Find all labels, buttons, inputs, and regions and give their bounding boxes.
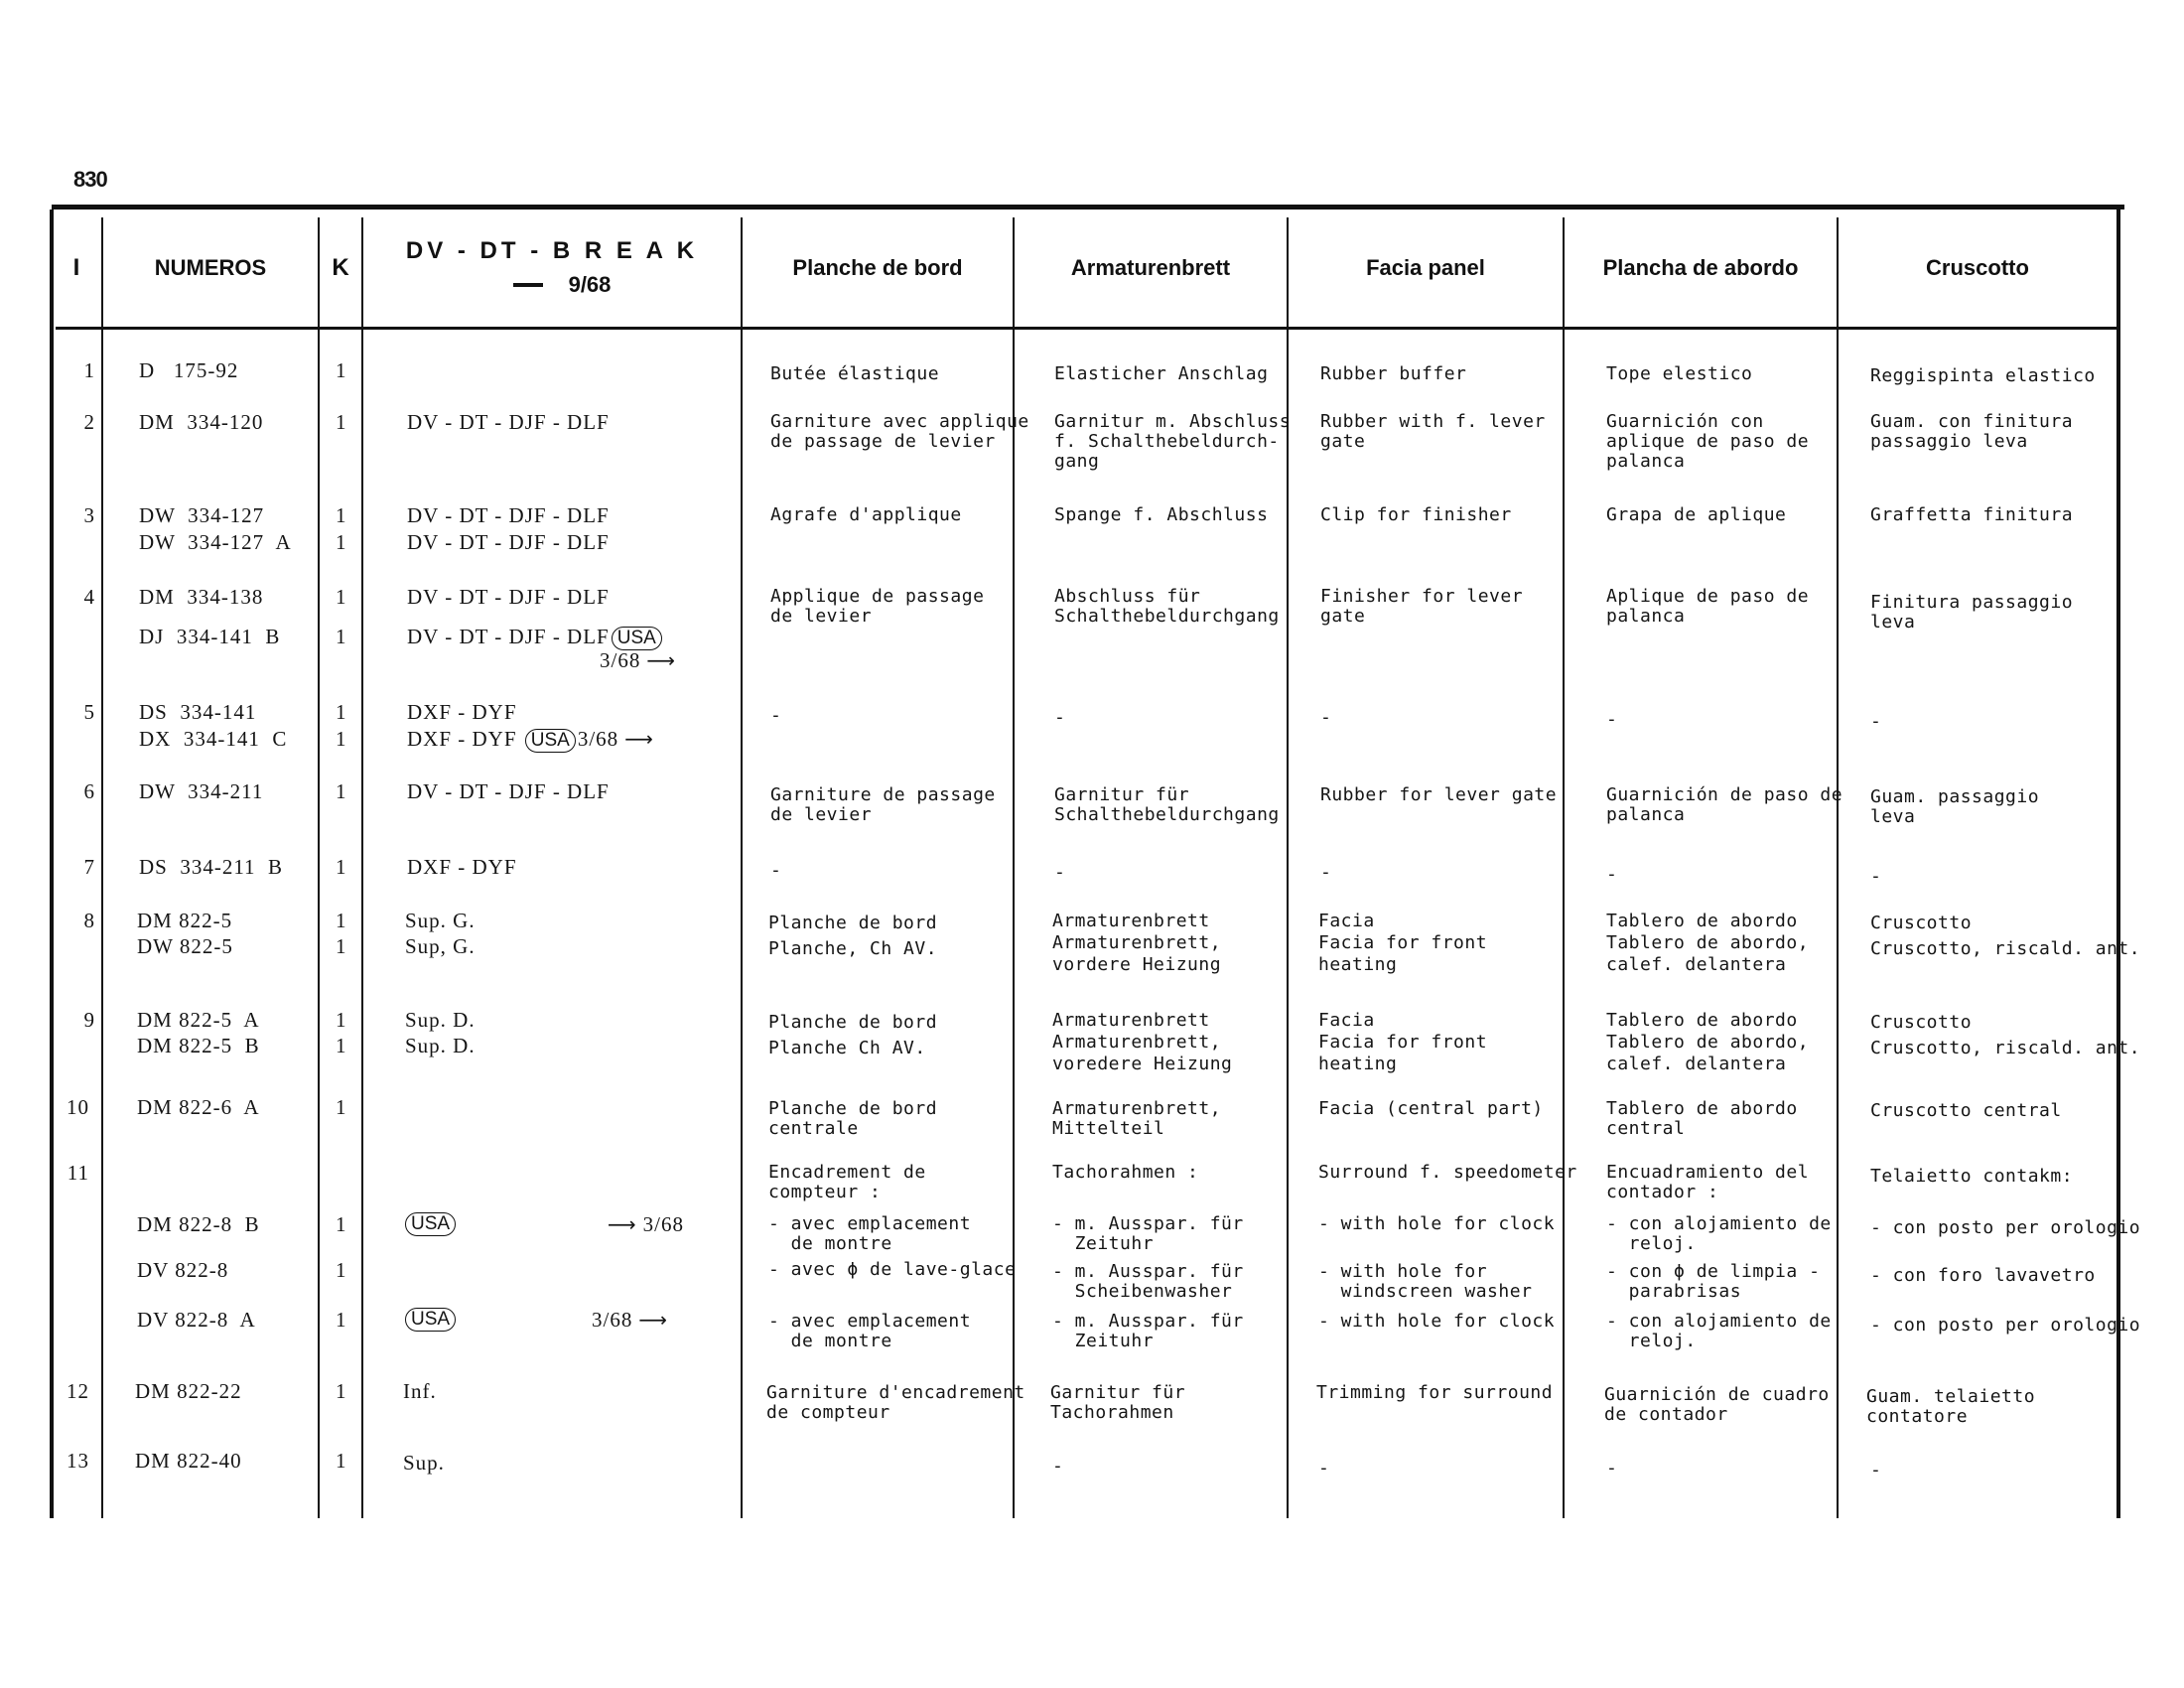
- quantity: 1: [336, 1212, 347, 1236]
- desc-en: Finisher for lever gate: [1320, 586, 1524, 627]
- desc-it: Cruscotto Cruscotto, riscald. ant.: [1870, 913, 2141, 959]
- desc-it: Guam. telaietto contatore: [1866, 1386, 2036, 1427]
- quantity: 1: [336, 1449, 347, 1473]
- desc-en: -: [1320, 862, 1332, 883]
- part-number: DM 822-6 A: [137, 1095, 260, 1119]
- part-number: DM 822-5 B: [137, 1034, 260, 1057]
- desc-it: Graffetta finitura: [1870, 504, 2074, 525]
- usa-badge: USA: [405, 1212, 456, 1236]
- usa-badge: USA: [612, 627, 662, 650]
- part-number: DW 822-5: [137, 934, 233, 958]
- desc-en: Facia Facia for front heating: [1318, 911, 1488, 975]
- desc-es: Aplique de paso de palanca: [1606, 586, 1810, 627]
- part-number: DM 822-22: [135, 1379, 242, 1403]
- desc-fr: Garniture avec applique de passage de levier: [770, 411, 1029, 452]
- row-index: 5: [83, 700, 95, 724]
- desc-it: -: [1870, 866, 1882, 887]
- effective-date: [592, 1310, 674, 1330]
- quantity: 1: [336, 1008, 347, 1032]
- part-number: DS 334-141: [139, 700, 257, 724]
- desc-de: - m. Ausspar. für Zeituhr: [1052, 1213, 1244, 1254]
- desc-en: Surround f. speedometer: [1318, 1162, 1577, 1183]
- page-number: 830: [73, 167, 107, 192]
- part-number: DM 822-5: [137, 909, 233, 932]
- effective-date: [600, 650, 682, 670]
- desc-it: Reggispinta elastico: [1870, 365, 2096, 386]
- quantity: 1: [336, 779, 347, 803]
- desc-es: Tablero de abordo Tablero de abordo, calef. delantera: [1606, 911, 1810, 975]
- desc-fr: - avec ϕ de lave-glace: [768, 1259, 1017, 1280]
- applicability: DV - DT - DJF - DLF: [407, 779, 610, 803]
- desc-en: - with hole for windscreen washer: [1318, 1261, 1533, 1302]
- desc-it: Cruscotto central: [1870, 1100, 2062, 1121]
- part-number: DM 822-40: [135, 1449, 242, 1473]
- desc-es: -: [1606, 709, 1618, 730]
- applicability: DV - DT - DJF - DLF: [407, 530, 610, 554]
- row-index: 3: [83, 503, 95, 527]
- applicability: [407, 729, 660, 753]
- date-text: 3/68: [577, 727, 619, 751]
- desc-en: Rubber for lever gate: [1320, 784, 1558, 805]
- desc-de: -: [1052, 1456, 1064, 1477]
- desc-it: Cruscotto Cruscotto, riscald. ant.: [1870, 1012, 2141, 1058]
- parts-table: [52, 205, 2141, 1518]
- desc-de: Spange f. Abschluss: [1054, 504, 1269, 525]
- row-index: 8: [83, 909, 95, 932]
- desc-de: -: [1054, 707, 1066, 728]
- header-k: K: [332, 254, 349, 281]
- desc-es: Tope elestico: [1606, 363, 1753, 384]
- header-numeros: NUMEROS: [154, 255, 267, 280]
- desc-en: Trimming for surround: [1316, 1382, 1554, 1403]
- desc-de: Garnitur für Tachorahmen: [1050, 1382, 1186, 1423]
- header-de: Armaturenbrett: [1070, 255, 1231, 280]
- date-text: 3/68: [642, 1212, 685, 1236]
- desc-es: Guarnición de paso de palanca: [1606, 784, 1843, 825]
- date-text: 3/68: [592, 1308, 633, 1332]
- quantity: 1: [336, 909, 347, 932]
- desc-de: Armaturenbrett Armaturenbrett, voredere Heizung: [1052, 1010, 1233, 1074]
- rule-k: [361, 217, 363, 1518]
- rule-model: [741, 217, 743, 1518]
- applicability: DXF - DYF: [407, 700, 517, 724]
- desc-fr: Planche de bord Planche, Ch AV.: [768, 913, 938, 959]
- desc-es: - con alojamiento de reloj.: [1606, 1213, 1832, 1254]
- desc-it: - con posto per orologio: [1870, 1315, 2141, 1336]
- dash-icon: [513, 283, 543, 287]
- desc-es: Tablero de abordo central: [1606, 1098, 1798, 1139]
- desc-es: Tablero de abordo Tablero de abordo, calef. delantera: [1606, 1010, 1810, 1074]
- usa-badge: USA: [405, 1308, 456, 1332]
- quantity: 1: [336, 1095, 347, 1119]
- header-model-date: 9/68: [568, 272, 612, 297]
- desc-de: - m. Ausspar. für Zeituhr: [1052, 1311, 1244, 1351]
- row-index: 13: [67, 1449, 89, 1473]
- desc-de: Armaturenbrett Armaturenbrett, vordere Heizung: [1052, 911, 1222, 975]
- row-index: 1: [83, 358, 95, 382]
- part-number: DM 822-5 A: [137, 1008, 260, 1032]
- desc-fr: Applique de passage de levier: [770, 586, 985, 627]
- quantity: 1: [336, 1258, 347, 1282]
- quantity: 1: [336, 625, 347, 648]
- desc-es: Guarnición de cuadro de contador: [1604, 1384, 1830, 1425]
- applicability: DV - DT - DJF - DLF: [407, 503, 610, 527]
- quantity: 1: [336, 1308, 347, 1332]
- row-index: 10: [67, 1095, 89, 1119]
- desc-it: - con posto per orologio: [1870, 1217, 2141, 1238]
- quantity: 1: [336, 358, 347, 382]
- desc-en: - with hole for clock: [1318, 1213, 1556, 1234]
- part-number: DW 334-127 A: [139, 530, 292, 554]
- desc-fr: Garniture d'encadrement de compteur: [766, 1382, 1025, 1423]
- header-model: [363, 210, 741, 327]
- applicability: Sup.: [403, 1451, 445, 1475]
- row-index: 2: [83, 410, 95, 434]
- desc-fr: Planche de bord Planche Ch AV.: [768, 1012, 938, 1058]
- applicability: Inf.: [403, 1379, 437, 1403]
- applicability: Sup. G.: [405, 909, 476, 932]
- desc-es: Guarnición con aplique de paso de palanca: [1606, 411, 1810, 472]
- applicability: DV - DT - DJF - DLF: [407, 410, 610, 434]
- desc-fr: - avec emplacement de montre: [768, 1311, 972, 1351]
- header-it: Cruscotto: [1926, 255, 2029, 280]
- part-number: DX 334-141 C: [139, 727, 288, 751]
- desc-fr: - avec emplacement de montre: [768, 1213, 972, 1254]
- desc-it: -: [1870, 1460, 1882, 1480]
- date-text: 3/68: [600, 648, 641, 672]
- quantity: 1: [336, 855, 347, 879]
- desc-en: - with hole for clock: [1318, 1311, 1556, 1332]
- row-index: 4: [83, 585, 95, 609]
- desc-en: -: [1318, 1458, 1330, 1478]
- applicability: Sup. D.: [405, 1034, 476, 1057]
- header-es: Plancha de abordo: [1602, 255, 1799, 280]
- header-fr: Planche de bord: [792, 255, 963, 280]
- desc-es: - con ϕ de limpia - parabrisas: [1606, 1261, 1821, 1302]
- quantity: 1: [336, 585, 347, 609]
- quantity: 1: [336, 934, 347, 958]
- desc-fr: -: [770, 860, 782, 881]
- arrow-right-icon: ⟶: [608, 1212, 637, 1236]
- applicability-text: DV - DT - DJF - DLF: [407, 625, 610, 648]
- desc-fr: Encadrement de compteur :: [768, 1162, 926, 1202]
- part-number: DS 334-211 B: [139, 855, 284, 879]
- quantity: 1: [336, 503, 347, 527]
- arrow-right-icon: ⟶: [624, 727, 654, 751]
- desc-fr: Garniture de passage de levier: [770, 784, 996, 825]
- desc-de: Garnitur m. Abschluss f. Schalthebeldurch- gang: [1054, 411, 1292, 472]
- quantity: 1: [336, 410, 347, 434]
- desc-it: Guam. con finitura passaggio leva: [1870, 411, 2074, 452]
- desc-de: Abschluss für Schalthebeldurchgang: [1054, 586, 1280, 627]
- desc-it: Telaietto contakm:: [1870, 1166, 2074, 1187]
- desc-it: Guam. passaggio leva: [1870, 786, 2040, 827]
- row-index: 9: [83, 1008, 95, 1032]
- desc-it: - con foro lavavetro: [1870, 1265, 2096, 1286]
- effective-date: [602, 1214, 684, 1234]
- desc-de: Armaturenbrett, Mittelteil: [1052, 1098, 1222, 1139]
- row-index: 6: [83, 779, 95, 803]
- border-left: [50, 210, 54, 1518]
- applicability: [403, 1308, 458, 1332]
- applicability-text: DXF - DYF: [407, 727, 517, 751]
- part-number: DV 822-8: [137, 1258, 229, 1282]
- desc-de: -: [1054, 862, 1066, 883]
- desc-es: Encuadramiento del contador :: [1606, 1162, 1810, 1202]
- desc-es: -: [1606, 864, 1618, 885]
- desc-en: Clip for finisher: [1320, 504, 1512, 525]
- applicability: DV - DT - DJF - DLF: [407, 585, 610, 609]
- rule-es: [1837, 217, 1839, 1518]
- part-number: DM 334-138: [139, 585, 264, 609]
- desc-de: Tachorahmen :: [1052, 1162, 1199, 1183]
- applicability: DXF - DYF: [407, 855, 517, 879]
- usa-badge: USA: [525, 729, 576, 753]
- header-index: I: [72, 254, 80, 281]
- part-number: DV 822-8 A: [137, 1308, 256, 1332]
- part-number: D 175-92: [139, 358, 239, 382]
- row-index: 7: [83, 855, 95, 879]
- row-index: 12: [67, 1379, 89, 1403]
- applicability: Sup. D.: [405, 1008, 476, 1032]
- applicability: [407, 627, 664, 650]
- quantity: 1: [336, 727, 347, 751]
- desc-fr: -: [770, 705, 782, 726]
- part-number: DJ 334-141 B: [139, 625, 281, 648]
- desc-fr: Agrafe d'applique: [770, 504, 962, 525]
- part-number: DW 334-127: [139, 503, 265, 527]
- desc-en: Facia (central part): [1318, 1098, 1544, 1119]
- quantity: 1: [336, 530, 347, 554]
- applicability: [403, 1212, 458, 1236]
- desc-de: - m. Ausspar. für Scheibenwasher: [1052, 1261, 1244, 1302]
- desc-en: Rubber with f. lever gate: [1320, 411, 1546, 452]
- rule-index: [101, 217, 103, 1518]
- arrow-right-icon: ⟶: [638, 1308, 669, 1332]
- desc-en: Rubber buffer: [1320, 363, 1467, 384]
- desc-es: - con alojamiento de reloj.: [1606, 1311, 1832, 1351]
- desc-en: Facia Facia for front heating: [1318, 1010, 1488, 1074]
- desc-fr: Planche de bord centrale: [768, 1098, 938, 1139]
- header-model-line2: [493, 268, 612, 302]
- header-model-line1: DV - DT - B R E A K: [405, 237, 699, 264]
- header-rule: [56, 327, 2120, 330]
- rule-en: [1563, 217, 1565, 1518]
- quantity: 1: [336, 1379, 347, 1403]
- desc-de: Garnitur für Schalthebeldurchgang: [1054, 784, 1280, 825]
- desc-de: Elasticher Anschlag: [1054, 363, 1269, 384]
- quantity: 1: [336, 700, 347, 724]
- applicability: Sup, G.: [405, 934, 476, 958]
- desc-es: -: [1606, 1458, 1618, 1478]
- row-index: 11: [67, 1161, 89, 1185]
- desc-en: -: [1320, 707, 1332, 728]
- part-number: DW 334-211: [139, 779, 264, 803]
- arrow-right-icon: ⟶: [646, 648, 677, 672]
- part-number: DM 822-8 B: [137, 1212, 260, 1236]
- header-en: Facia panel: [1366, 255, 1485, 280]
- quantity: 1: [336, 1034, 347, 1057]
- desc-it: Finitura passaggio leva: [1870, 592, 2074, 633]
- desc-fr: Butée élastique: [770, 363, 940, 384]
- rule-numeros: [318, 217, 320, 1518]
- part-number: DM 334-120: [139, 410, 264, 434]
- desc-it: -: [1870, 711, 1882, 732]
- desc-es: Grapa de aplique: [1606, 504, 1787, 525]
